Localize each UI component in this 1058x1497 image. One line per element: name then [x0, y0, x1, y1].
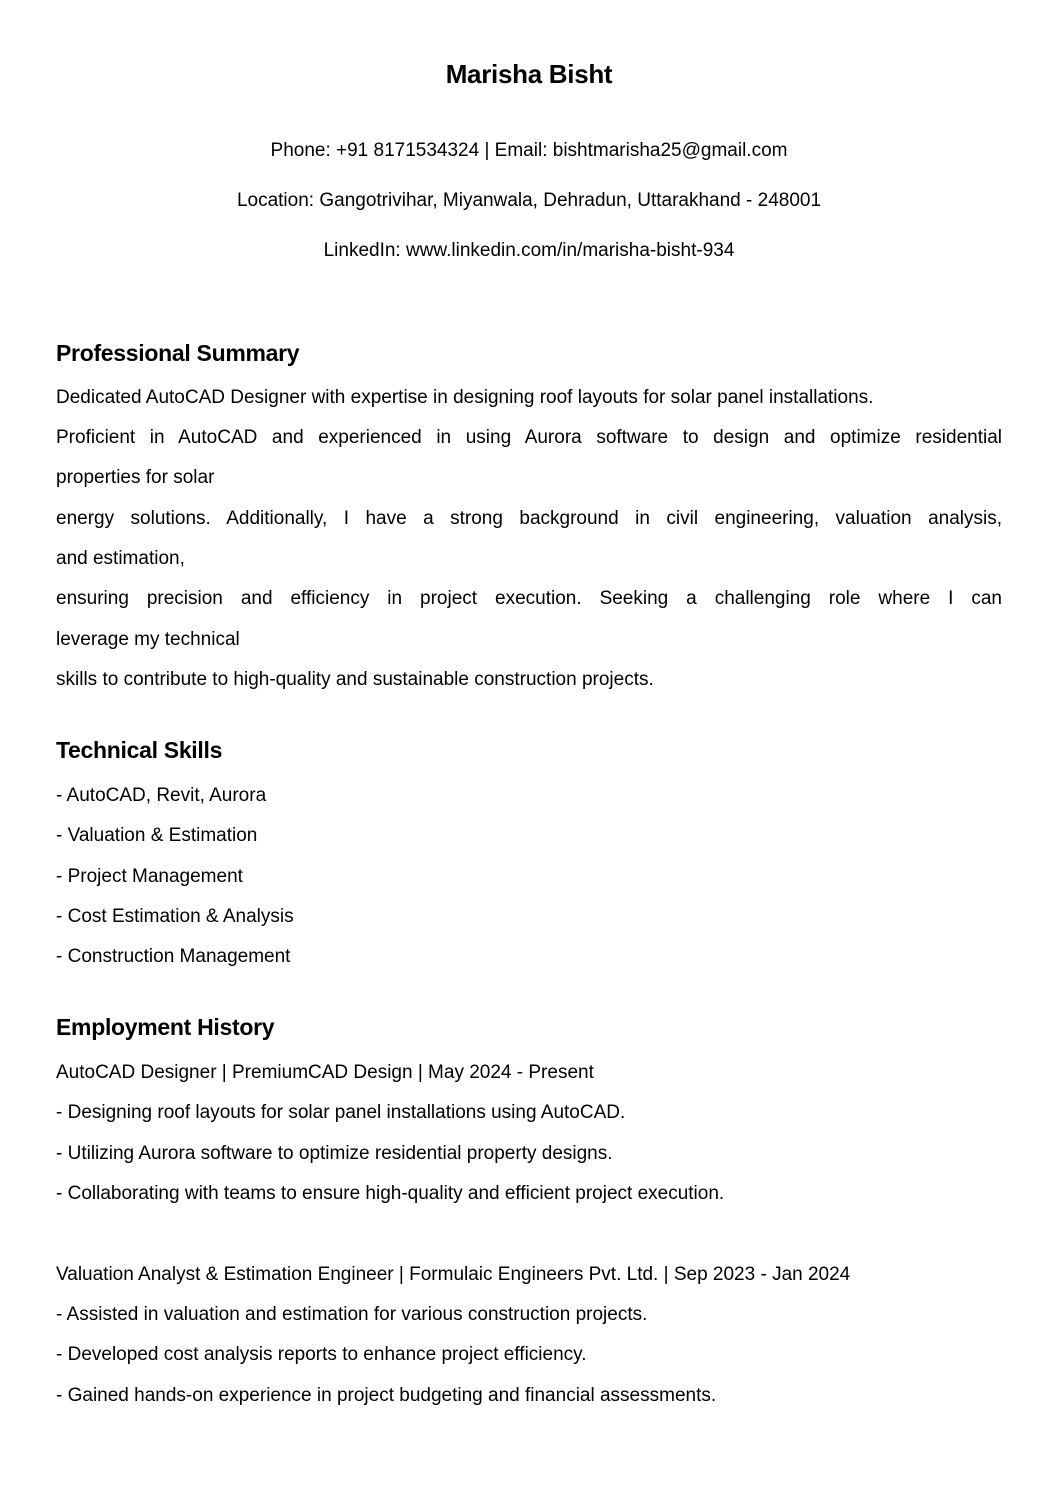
job-bullet: - Designing roof layouts for solar panel installations using AutoCAD.	[56, 1102, 626, 1123]
candidate-name: Marisha Bisht	[445, 59, 613, 89]
job-title-line: Valuation Analyst & Estimation Engineer | Formulaic Engineers Pvt. Ltd. | Sep 2023 - Jan 2024	[56, 1264, 851, 1285]
job-bullet: - Assisted in valuation and estimation for various construction projects.	[56, 1304, 648, 1325]
job-bullet: - Utilizing Aurora software to optimize residential property designs.	[56, 1143, 613, 1164]
skills-heading: Technical Skills	[56, 737, 223, 763]
job-bullet: - Developed cost analysis reports to enhance project efficiency.	[56, 1344, 587, 1365]
summary-line: properties for solar	[56, 467, 215, 488]
skill-item: - Construction Management	[56, 946, 291, 967]
contact-linkedin: LinkedIn: www.linkedin.com/in/marisha-bisht-934	[323, 240, 735, 261]
summary-line: skills to contribute to high-quality and sustainable construction projects.	[56, 669, 654, 690]
contact-phone-email: Phone: +91 8171534324 | Email: bishtmarisha25@gmail.com	[270, 140, 788, 161]
summary-line: ensuring precision and efficiency in project execution. Seeking a challenging role where I can	[56, 588, 1002, 609]
summary-line: energy solutions. Additionally, I have a strong background in civil engineering, valuation analysis,	[56, 508, 1002, 529]
job-title-line: AutoCAD Designer | PremiumCAD Design | May 2024 - Present	[56, 1062, 594, 1083]
summary-line: Proficient in AutoCAD and experienced in using Aurora software to design and optimize residential	[56, 427, 1002, 448]
summary-line: and estimation,	[56, 548, 185, 569]
skill-item: - AutoCAD, Revit, Aurora	[56, 785, 267, 806]
skill-item: - Project Management	[56, 866, 243, 887]
contact-location: Location: Gangotrivihar, Miyanwala, Dehradun, Uttarakhand - 248001	[236, 190, 822, 211]
skill-item: - Valuation & Estimation	[56, 825, 258, 846]
summary-heading: Professional Summary	[56, 340, 300, 366]
job-bullet: - Collaborating with teams to ensure high-quality and efficient project execution.	[56, 1183, 725, 1204]
summary-line: Dedicated AutoCAD Designer with expertise in designing roof layouts for solar panel installations.	[56, 387, 874, 408]
skill-item: - Cost Estimation & Analysis	[56, 906, 294, 927]
employment-heading: Employment History	[56, 1014, 275, 1040]
job-bullet: - Gained hands-on experience in project budgeting and financial assessments.	[56, 1385, 717, 1406]
summary-line: leverage my technical	[56, 629, 240, 650]
